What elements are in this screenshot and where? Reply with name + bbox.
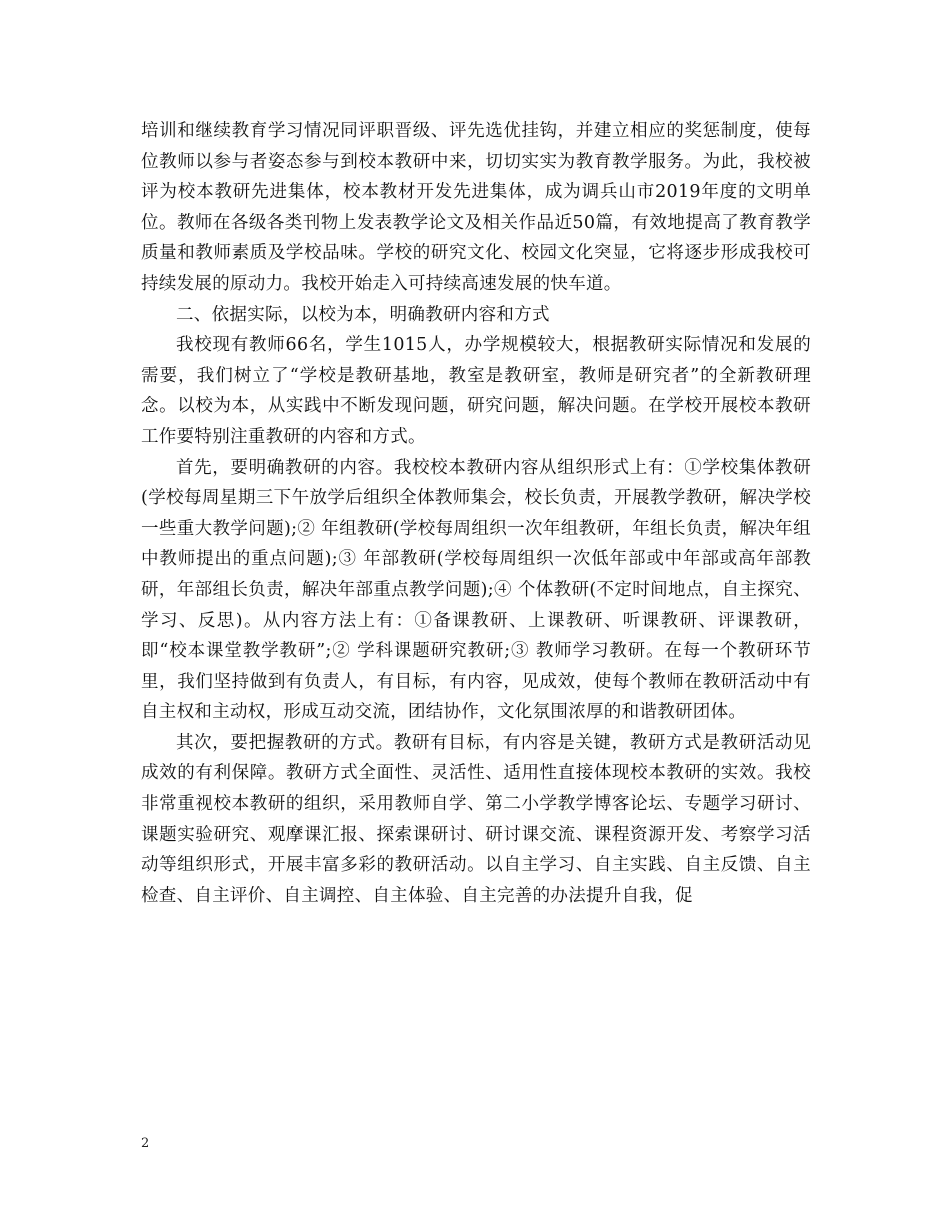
paragraph-school-overview: 我校现有教师66名，学生1015人，办学规模较大，根据教研实际情况和发展的需要，我们树立了“学校是教研基地，教室是教研室，教师是研究者”的全新教研理念。以校为本，从实践中不断发现问题，研究问题，解决问题。在学校开展校本教研工作要特别注重教研的内容和方式。 xyxy=(141,335,811,447)
paragraph-continuation: 培训和继续教育学习情况同评职晋级、评先选优挂钩，并建立相应的奖惩制度，使每位教师以参与者姿态参与到校本教研中来，切切实实为教育教学服务。为此，我校被评为校本教研先进集体，校本教材开发先进集体，成为调兵山市2019年度的文明单位。教师在各级各类刊物上发表教学论文及相关作品近50篇，有效地提高了教育教学质量和教师素质及学校品味。学校的研究文化、校园文化突显，它将逐步形成我校可持续发展的原动力。我校开始走入可持续高速发展的快车道。 xyxy=(141,121,811,294)
body-text xyxy=(141,116,811,911)
paragraph-research-content: 首先，要明确教研的内容。我校校本教研内容从组织形式上有：①学校集体教研(学校每周星期三下午放学后组织全体教师集会，校长负责，开展教学教研，解决学校一些重大教学问题);② 年组教研(学校每周组织一次年组教研，年组长负责，解决年组中教师提出的重点问题);③ 年部教研(学校每周组织一次低年部或中年部或高年部教研，年部组长负责，解决年部重点教学问题);④ 个体教研(不定时间地点，自主探究、学习、反思)。从内容方法上有：①备课教研、上课教研、听课教研、评课教研，即“校本课堂教学教研”;② 学科课题研究教研;③ 教师学习教研。在每一个教研环节里，我们坚持做到有负责人，有目标，有内容，见成效，使每个教师在教研活动中有自主权和主动权，形成互动交流，团结协作，文化氛围浓厚的和谐教研团体。 xyxy=(141,457,811,723)
paragraph-research-methods: 其次，要把握教研的方式。教研有目标，有内容是关键，教研方式是教研活动见成效的有利保障。教研方式全面性、灵活性、适用性直接体现校本教研的实效。我校非常重视校本教研的组织，采用教师自学、第二小学教学博客论坛、专题学习研讨、课题实验研究、观摩课汇报、探索课研讨、研讨课交流、课程资源开发、考察学习活动等组织形式，开展丰富多彩的教研活动。以自主学习、自主实践、自主反馈、自主检查、自主评价、自主调控、自主体验、自主完善的办法提升自我，促 xyxy=(141,732,811,906)
page-number: 2 xyxy=(141,1136,150,1151)
section-heading: 二、依据实际，以校为本，明确教研内容和方式 xyxy=(176,304,550,325)
